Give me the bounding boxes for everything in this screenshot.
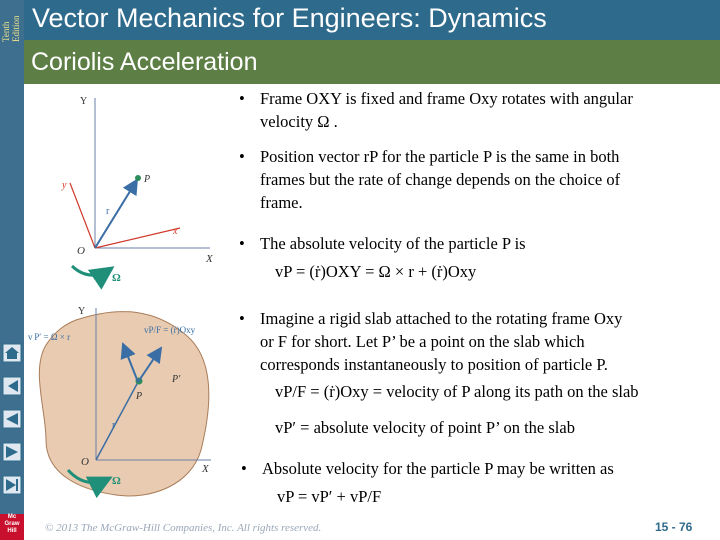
slide-title-bar (24, 40, 720, 84)
bullet-1-line-2: velocity Ω . (260, 112, 338, 131)
fig2-Pprime-label: P′ (172, 374, 181, 385)
mcgraw-hill-logo: Mc Graw Hill (0, 514, 24, 540)
prev-icon[interactable] (2, 409, 22, 429)
bullet-5: • Absolute velocity for the particle P may be written as (262, 457, 717, 480)
fig1-omega-label: Ω (112, 272, 121, 284)
equation-sum: vP = vP′ + vP/F (277, 487, 382, 506)
bullet-4: • Imagine a rigid slab attached to the rotating frame Oxy or F for short. Let P’ be a point on the slab which corresponds instantaneously to position of particle P. (260, 307, 715, 376)
fig1-y-label: y (62, 180, 67, 191)
bullet-1-line-1: Frame OXY is fixed and frame Oxy rotates with angular (260, 89, 633, 108)
bullet-2: • Position vector rP for the particle P is the same in both frames but the rate of change depends on the choice of frame. (260, 145, 715, 214)
fig1-Y-label: Y (80, 96, 88, 107)
last-icon[interactable] (2, 475, 22, 495)
edition-label: Tenth Edition (1, 15, 21, 42)
fig2-omega-label: Ω (112, 475, 121, 487)
fig2-vp-prime-label: v P′ = Ω × r (28, 332, 71, 342)
equation-absolute-velocity: vP = (ṙ)OXY = Ω × r + (ṙ)Oxy (275, 262, 477, 281)
fig2-P-label: P (136, 391, 143, 402)
fig1-r-label: r (106, 206, 110, 217)
equation-relative-symbol: vP/F = (ṙ)Oxy = (275, 382, 383, 401)
equation-relative-text: velocity of P along its path on the slab (386, 382, 639, 401)
equation-slab-velocity (275, 418, 575, 438)
fig1-P-label: P (144, 174, 151, 185)
fig1-X-label: X (206, 253, 213, 265)
first-icon[interactable] (2, 376, 22, 396)
copyright-text: © 2013 The McGraw-Hill Companies, Inc. All rights reserved. (45, 522, 322, 534)
bullet-2-line-2: frames but the rate of change depends on the choice of (260, 170, 621, 189)
fig2-X-label: X (202, 463, 209, 475)
page-number: 15 - 76 (655, 520, 693, 534)
equation-slab-text: absolute velocity of point P’ on the slab (313, 418, 575, 437)
fig1-x-label: x (173, 226, 178, 237)
bullet-4-line-1: Imagine a rigid slab attached to the rotating frame Oxy (260, 309, 623, 328)
equation-slab-symbol: vP′ = (275, 418, 310, 437)
fig2-O-label: O (81, 456, 89, 468)
fig2-r-label: r (112, 420, 116, 431)
bullet-3: • The absolute velocity of the particle P is (260, 232, 715, 255)
bullet-3-line-1: The absolute velocity of the particle P is (260, 234, 526, 253)
fig2-vp-f-label: vP/F = (ṙ)Oxy (144, 325, 196, 335)
frames-diagram (40, 88, 230, 293)
bullet-1: • Frame OXY is fixed and frame Oxy rotates with angular velocity Ω . (260, 87, 715, 133)
header-bar (24, 0, 720, 40)
sidebar (0, 0, 24, 540)
bullet-4-line-2: or F for short. Let P’ be a point on the slab which (260, 332, 585, 351)
bullet-4-line-3: corresponds instantaneously to position of particle P. (260, 355, 608, 374)
slab-diagram (26, 300, 226, 510)
fig1-O-label: O (77, 245, 85, 257)
slide-title: Coriolis Acceleration (31, 48, 258, 76)
bullet-2-line-1: Position vector rP for the particle P is the same in both (260, 147, 620, 166)
home-icon[interactable] (2, 343, 22, 363)
bullet-2-line-3: frame. (260, 193, 303, 212)
bullet-5-line-1: Absolute velocity for the particle P may be written as (262, 459, 614, 478)
next-icon[interactable] (2, 442, 22, 462)
equation-relative-velocity (275, 382, 639, 402)
page-title: Vector Mechanics for Engineers: Dynamics (32, 3, 547, 33)
fig2-Y-label: Y (78, 306, 86, 317)
